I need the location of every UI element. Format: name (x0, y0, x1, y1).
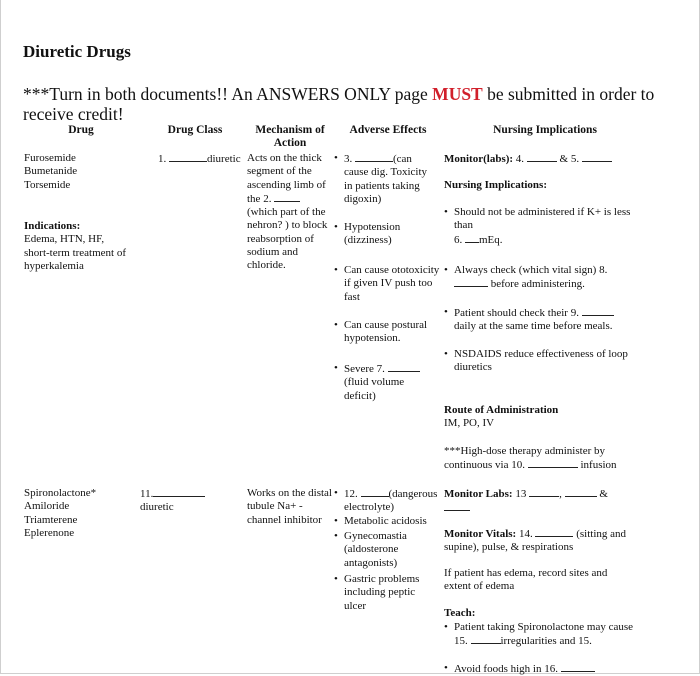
blank-number: 3. (344, 153, 353, 165)
notice-text-after: be submitted in order to receive credit! (23, 84, 655, 124)
teach-bullet: • Avoid foods high in 16. (444, 662, 649, 676)
adverse-effect-item: • Gynecomastia (aldosterone antagonists) (334, 530, 434, 570)
teach-text: irregularities and 15. (500, 635, 592, 648)
answer-blank (355, 152, 393, 162)
route-value: IM, PO, IV (444, 417, 495, 430)
blank-number: 12. (344, 488, 358, 500)
adverse-effect-item: • 12. (dangerous electrolyte) (334, 487, 438, 514)
labs-and: & (599, 488, 608, 500)
nursing-implications-label: Nursing Implications: (444, 179, 547, 191)
monitor-vitals-label: Monitor Vitals: (444, 528, 517, 540)
route-label: Route of Administration (444, 404, 559, 416)
edema-note: If patient has edema, record sites and extent of edema (444, 567, 608, 593)
nursing-text: Should not be administered if K+ is less than (454, 206, 631, 232)
mechanism-text: Acts on the thick segment of the ascending limb of the 2. (247, 152, 326, 205)
adverse-text: (dangerous electrolyte) (344, 488, 438, 514)
drug-name: Furosemide (24, 152, 76, 164)
drug-class-text: diuretic (207, 153, 241, 165)
nursing-bullet: • Patient should check their 9. daily at the same time before meals. (444, 306, 613, 333)
teach-bullet: • Patient taking Spironolactone may cause 15. irregularities and 15. (444, 621, 634, 648)
route-of-administration (444, 404, 644, 431)
drug-name: Spironolactone* (24, 487, 97, 499)
notice-text-before: ***Turn in both documents!! An ANSWERS ONLY page (23, 84, 433, 104)
potassium-drug-class (140, 487, 220, 515)
answer-blank (535, 527, 573, 537)
loop-indications (24, 220, 149, 273)
indication-line: Edema, HTN, HF, (24, 233, 105, 246)
header-adverse-effects: Adverse Effects (349, 124, 427, 136)
page-title: Diuretic Drugs (23, 42, 131, 61)
nursing-bullet: • Should not be administered if K+ is less than 6. mEq. (444, 206, 631, 246)
drug-name: Torsemide (24, 178, 71, 191)
potassium-monitor-labs: Monitor Labs: 13 , & (444, 487, 654, 516)
adverse-text: (fluid volume deficit) (344, 376, 405, 402)
blank-number: 6. (454, 233, 463, 246)
nursing-text: Always check (which vital sign) 8. (454, 264, 608, 276)
potassium-mechanism: Works on the distal tubule Na+ - channel inhibitor (247, 487, 332, 526)
adverse-text: (can cause dig. Toxicity in patients taking digoxin) (344, 153, 428, 205)
nursing-text: daily at the same time before meals. (454, 320, 613, 333)
loop-monitor-labs (444, 152, 664, 166)
adverse-text: Gastric problems including peptic ulcer (344, 573, 420, 612)
notice-emphasis: MUST (432, 84, 483, 104)
monitor-labs-label: Monitor Labs: (444, 488, 513, 500)
adverse-effect-item: • Can cause postural hypotension. (334, 319, 434, 346)
potassium-monitor-vitals (444, 527, 654, 555)
header-drug: Drug (68, 124, 94, 136)
blank-number: 13 (515, 488, 527, 500)
blank-number: & 5. (559, 153, 580, 165)
blank-number: 14. (518, 528, 533, 540)
drug-name: Eplerenone (24, 526, 75, 539)
answer-blank (529, 487, 559, 497)
drug-name: Triamterene (24, 513, 78, 526)
nursing-text: Patient should check their 9. (454, 307, 579, 319)
nursing-text: NSDAIDS reduce effectiveness of loop diuretics (454, 348, 628, 374)
adverse-effect-item: • Severe 7. (fluid volume deficit) (334, 362, 434, 403)
answer-blank (471, 634, 501, 644)
indications-label: Indications: (24, 220, 81, 232)
adverse-text: Hypotension (dizziness) (344, 221, 401, 247)
high-dose-text: ***High-dose therapy administer by continuous via 10. (444, 445, 605, 472)
adverse-text: Gynecomastia (aldosterone antagonists) (344, 530, 407, 569)
teach-label: Teach: (444, 607, 476, 619)
teach-text: Patient taking Spironolactone may cause (454, 621, 634, 633)
blank-number: Severe 7. (344, 363, 385, 375)
answer-blank (527, 152, 557, 162)
adverse-effect-item: • Hypotension (dizziness) (334, 221, 434, 248)
loop-drug-class (158, 152, 248, 166)
drug-name: Amiloride (24, 500, 70, 513)
teach-text: Avoid foods high in 16. (454, 663, 558, 675)
nursing-text: before administering. (490, 278, 585, 291)
adverse-text: Metabolic acidosis (344, 515, 427, 527)
nursing-bullet: • NSDAIDS reduce effectiveness of loop diuretics (444, 348, 644, 375)
blank-number: 15. (454, 635, 468, 648)
blank-number: 4. (515, 153, 525, 165)
answer-blank (274, 192, 300, 202)
high-dose-text: infusion (580, 459, 617, 472)
answer-blank (361, 487, 389, 497)
answer-blank (454, 277, 488, 287)
indication-line: short-term treatment of (24, 246, 127, 259)
mechanism-text: (which part of the nehron? ) to block reabsorption of sodium and chloride. (247, 206, 328, 272)
answer-blank (528, 458, 578, 468)
header-nursing-implications: Nursing Implications (493, 124, 597, 136)
answer-blank (388, 362, 420, 372)
nursing-text: mEq. (479, 233, 503, 246)
blank-number: 11. (140, 488, 154, 500)
loop-mechanism (247, 152, 333, 273)
adverse-text: Can cause postural hypotension. (344, 319, 428, 345)
answer-blank (582, 306, 614, 316)
adverse-effect-item: • Metabolic acidosis (334, 515, 434, 528)
answer-blank (565, 487, 597, 497)
header-drug-class: Drug Class (167, 124, 223, 136)
monitor-labs-label: Monitor(labs): (444, 153, 514, 165)
answer-blank (561, 662, 595, 672)
header-mechanism: Mechanism of Action (255, 124, 325, 149)
indication-line: hyperkalemia (24, 259, 84, 272)
potassium-drug-list (24, 487, 139, 540)
answer-blank (444, 501, 470, 511)
answer-blank (153, 487, 205, 497)
answer-blank (465, 233, 479, 243)
adverse-text: Can cause ototoxicity if given IV push too fast (344, 264, 440, 303)
drug-class-text: diuretic (140, 501, 174, 514)
vitals-text: (sitting and supine), pulse, & respirations (444, 528, 627, 554)
submission-notice (23, 84, 673, 124)
loop-drug-list (24, 152, 139, 192)
drug-name: Bumetanide (24, 165, 78, 178)
nursing-bullet: • Always check (which vital sign) 8. before administering. (444, 264, 608, 291)
blank-number: 1. (158, 153, 167, 165)
adverse-effect-item: • Gastric problems including peptic ulcer (334, 573, 434, 613)
answer-blank (582, 152, 612, 162)
answer-blank (169, 152, 207, 162)
adverse-effect-item: • 3. (can cause dig. Toxicity in patients taking digoxin) (334, 152, 428, 205)
high-dose-note (444, 445, 644, 473)
adverse-effect-item: • Can cause ototoxicity if given IV push too fast (334, 264, 446, 304)
